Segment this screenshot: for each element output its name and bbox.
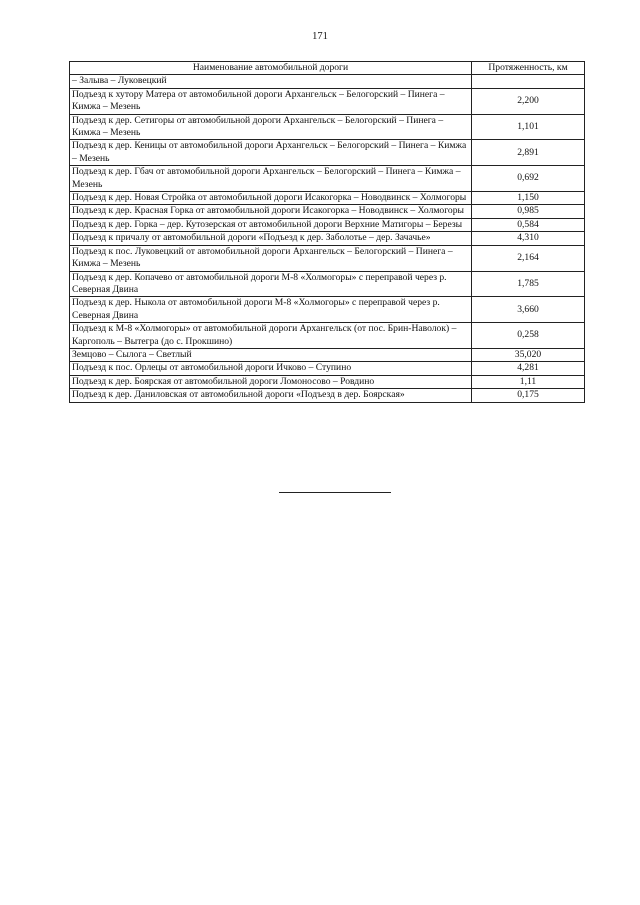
table-row	[70, 166, 585, 192]
road-length-cell: 1,785	[472, 271, 585, 297]
road-length-cell: 4,281	[472, 362, 585, 375]
road-length-cell: 2,891	[472, 140, 585, 166]
table-row	[70, 323, 585, 349]
road-name-cell: Подъезд к причалу от автомобильной дороги «Подъезд к дер. Заболотье – дер. Зачачье»	[70, 232, 472, 245]
road-length-cell: 0,985	[472, 205, 585, 218]
road-length-cell: 2,200	[472, 88, 585, 114]
table-row	[70, 88, 585, 114]
roads-table	[69, 61, 585, 403]
table-row	[70, 362, 585, 375]
road-length-cell: 1,11	[472, 375, 585, 388]
road-name-cell: Подъезд к дер. Сетигоры от автомобильной дороги Архангельск – Белогорский – Пинега – Кимжа – Мезень	[70, 114, 472, 140]
table-row	[70, 375, 585, 388]
road-name-cell: Подъезд к хутору Матера от автомобильной дороги Архангельск – Белогорский – Пинега – Кимжа – Мезень	[70, 88, 472, 114]
table-row	[70, 271, 585, 297]
road-length-cell: 0,584	[472, 218, 585, 231]
end-of-table-divider	[279, 492, 391, 493]
table-row	[70, 114, 585, 140]
road-length-cell: 0,175	[472, 389, 585, 402]
road-name-cell: Подъезд к дер. Красная Горка от автомобильной дороги Исакогорка – Новодвинск – Холмогоры	[70, 205, 472, 218]
table-row	[70, 232, 585, 245]
table-row	[70, 218, 585, 231]
road-length-cell: 2,164	[472, 245, 585, 271]
road-length-cell: 1,101	[472, 114, 585, 140]
table-row	[70, 140, 585, 166]
road-name-cell: Подъезд к дер. Новая Стройка от автомобильной дороги Исакогорка – Новодвинск – Холмогоры	[70, 192, 472, 205]
road-length-cell: 1,150	[472, 192, 585, 205]
page-number: 171	[312, 31, 328, 42]
table-row	[70, 205, 585, 218]
road-name-cell: Подъезд к пос. Луковецкий от автомобильной дороги Архангельск – Белогорский – Пинега – Кимжа – Мезень	[70, 245, 472, 271]
table-row	[70, 245, 585, 271]
road-name-cell: Подъезд к дер. Даниловская от автомобильной дороги «Подъезд в дер. Боярская»	[70, 389, 472, 402]
road-name-cell: Подъезд к М-8 «Холмогоры» от автомобильной дороги Архангельск (от пос. Брин-Наволок) – Каргополь – Вытегра (до с. Прокшино)	[70, 323, 472, 349]
table-row	[70, 297, 585, 323]
road-name-cell: Подъезд к пос. Орлецы от автомобильной дороги Ичково – Ступино	[70, 362, 472, 375]
road-length-cell: 4,310	[472, 232, 585, 245]
table-row	[70, 192, 585, 205]
road-name-cell: – Залыва – Луковецкий	[70, 75, 472, 88]
road-length-cell: 3,660	[472, 297, 585, 323]
column-header-name: Наименование автомобильной дороги	[70, 62, 472, 75]
road-name-cell: Подъезд к дер. Ныкола от автомобильной дороги М-8 «Холмогоры» с переправой через р. Северная Двина	[70, 297, 472, 323]
table-row	[70, 389, 585, 402]
road-name-cell: Подъезд к дер. Кеницы от автомобильной дороги Архангельск – Белогорский – Пинега – Кимжа – Мезень	[70, 140, 472, 166]
road-length-cell: 0,258	[472, 323, 585, 349]
table-row	[70, 75, 585, 88]
table-header-row	[70, 62, 585, 75]
road-length-cell: 35,020	[472, 348, 585, 361]
road-length-cell	[472, 75, 585, 88]
column-header-length: Протяженность, км	[472, 62, 585, 75]
road-name-cell: Подъезд к дер. Горка – дер. Кутозерская от автомобильной дороги Верхние Матигоры – Березы	[70, 218, 472, 231]
road-name-cell: Земцово – Сылога – Светлый	[70, 348, 472, 361]
road-length-cell: 0,692	[472, 166, 585, 192]
road-name-cell: Подъезд к дер. Боярская от автомобильной дороги Ломоносово – Ровдино	[70, 375, 472, 388]
road-name-cell: Подъезд к дер. Гбач от автомобильной дороги Архангельск – Белогорский – Пинега – Кимжа – Мезень	[70, 166, 472, 192]
road-name-cell: Подъезд к дер. Копачево от автомобильной дороги М-8 «Холмогоры» с переправой через р. Северная Двина	[70, 271, 472, 297]
table-row	[70, 348, 585, 361]
